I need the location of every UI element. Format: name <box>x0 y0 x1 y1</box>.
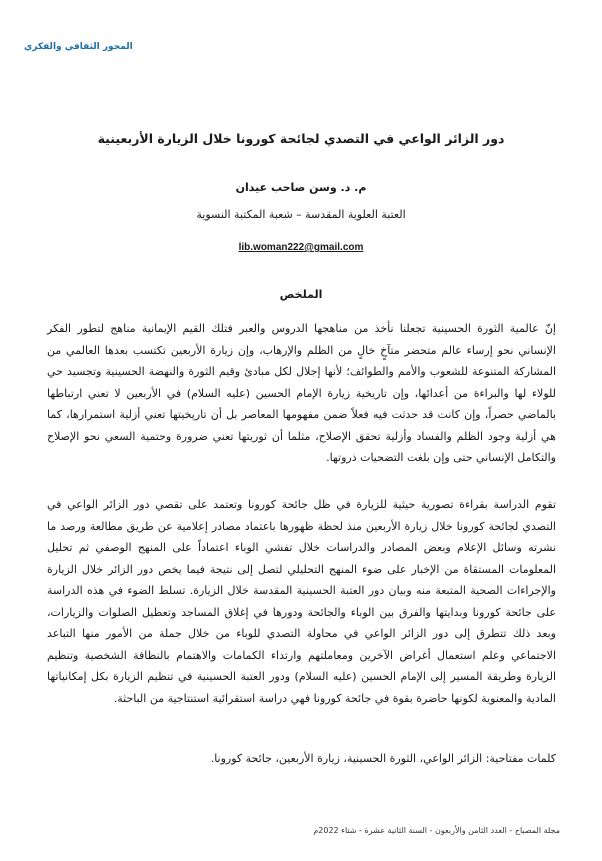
author-affiliation: العتبة العلوية المقدسة – شعبة المكتبة النسوية <box>196 208 406 221</box>
abstract-paragraph-1: إنّ عالمية الثورة الحسينية تجعلنا نأخذ من مناهجها الدروس والعبر فتلك القيم الإيمانية مناهج لتطور الفكر الإنساني نحو إرساء عالم متحضر متآخٍ خالٍ من الظلم والإرهاب، وإن زيارة الأربعين تكتسب بعدها العالمي من المشاركة المتنوعة للشعوب والأمم والطوائف؛ لأنها إجلال لكل مبادئ وقيم الثورة والنهضة الحسينية وتجسيد حي للولاء لها والبراءة من أعدائها، وإن تاريخية زيارة الإمام الحسين (عليه السلام) في الأربعين لا تعني ارتباطها بالماضي حصراً، وإن كانت قد حدثت فيه فعلاً ضمن مفهومها المعاصر بل أن تاريخيتها تعني أزلية استمرارها، كما هي أزلية وجود الظلم والفساد وأزلية تحقق الإصلاح، مثلما أن ثوريتها تعني ضرورة وحتمية السعي نحو الإصلاح والتكامل الإنساني حتى وإن بلغت التضحيات ذروتها. <box>47 322 556 464</box>
abstract-paragraph-2: تقوم الدراسة بقراءة تصورية حيثية للزيارة في ظل جائحة كورونا وتعتمد على تقصي دور الزائر الواعي في التصدي لجائحة كورونا خلال زيارة الأربعين منذ لحظة ظهورها باعتماد مصادر إعلامية عن طريق مطالعة ورصد ما نشرته وسائل الإعلام وبعض المصادر والدراسات خلال تفشي الوباء اعتماداً على المنهج الوصفي ثم تحليل المعلومات المستقاة من الإخبار على ضوء المنهج التحليلي لتصل إلى نتيجة فيما يخص دور الزائر خلال الزيارة والإجراءات الصحية المتبعة منه وبيان دور العتبة الحسينية المقدسة خلال الزيارة. تسلط الضوء في هذه الدراسة على جائحة كورونا وبدايتها والفرق بين الوباء والجائحة ودورها في إغلاق المساجد وتعطيل الصلوات والزيارات، وبعد ذلك تتطرق إلى دور الزائر الواعي في محاولة التصدي للوباء من خلال جملة من الأمور منها التباعد الاجتماعي وعلم استعمال أغراض الآخرين ومعاملتهم وارتداء الكمامات والاهتمام بالنظافة الشخصية وتنظيم الزيارة وطريقة المسير إلى الإمام الحسين (عليه السلام) ودور العتبة الحسينية في تنظيم الزيارة بكل إمكانياتها المادية والمعنوية لكونها حاضرة بقوة في جائحة كورونا فهي دراسة استقرائية استنتاجية من الباحثة. <box>47 498 556 705</box>
running-header: المحور الثقافي والفكري <box>24 42 133 52</box>
page-footer: مجلة المصباح - العدد الثامن والأربعون - السنة الثانية عشرة - شتاء 2022م <box>313 826 560 835</box>
keywords: كلمات مفتاحية: الزائر الواعي، الثورة الحسينية، زيارة الأربعين، جائحة كورونا. <box>210 752 556 765</box>
abstract-heading: الملخص <box>279 288 323 301</box>
author-name: م. د. وسن صاحب عيدان <box>235 181 367 194</box>
paper-title: دور الزائر الواعي في التصدي لجائحة كورونا خلال الزيارة الأربعينية <box>97 131 505 146</box>
author-email[interactable]: lib.woman222@gmail.com <box>238 242 364 253</box>
